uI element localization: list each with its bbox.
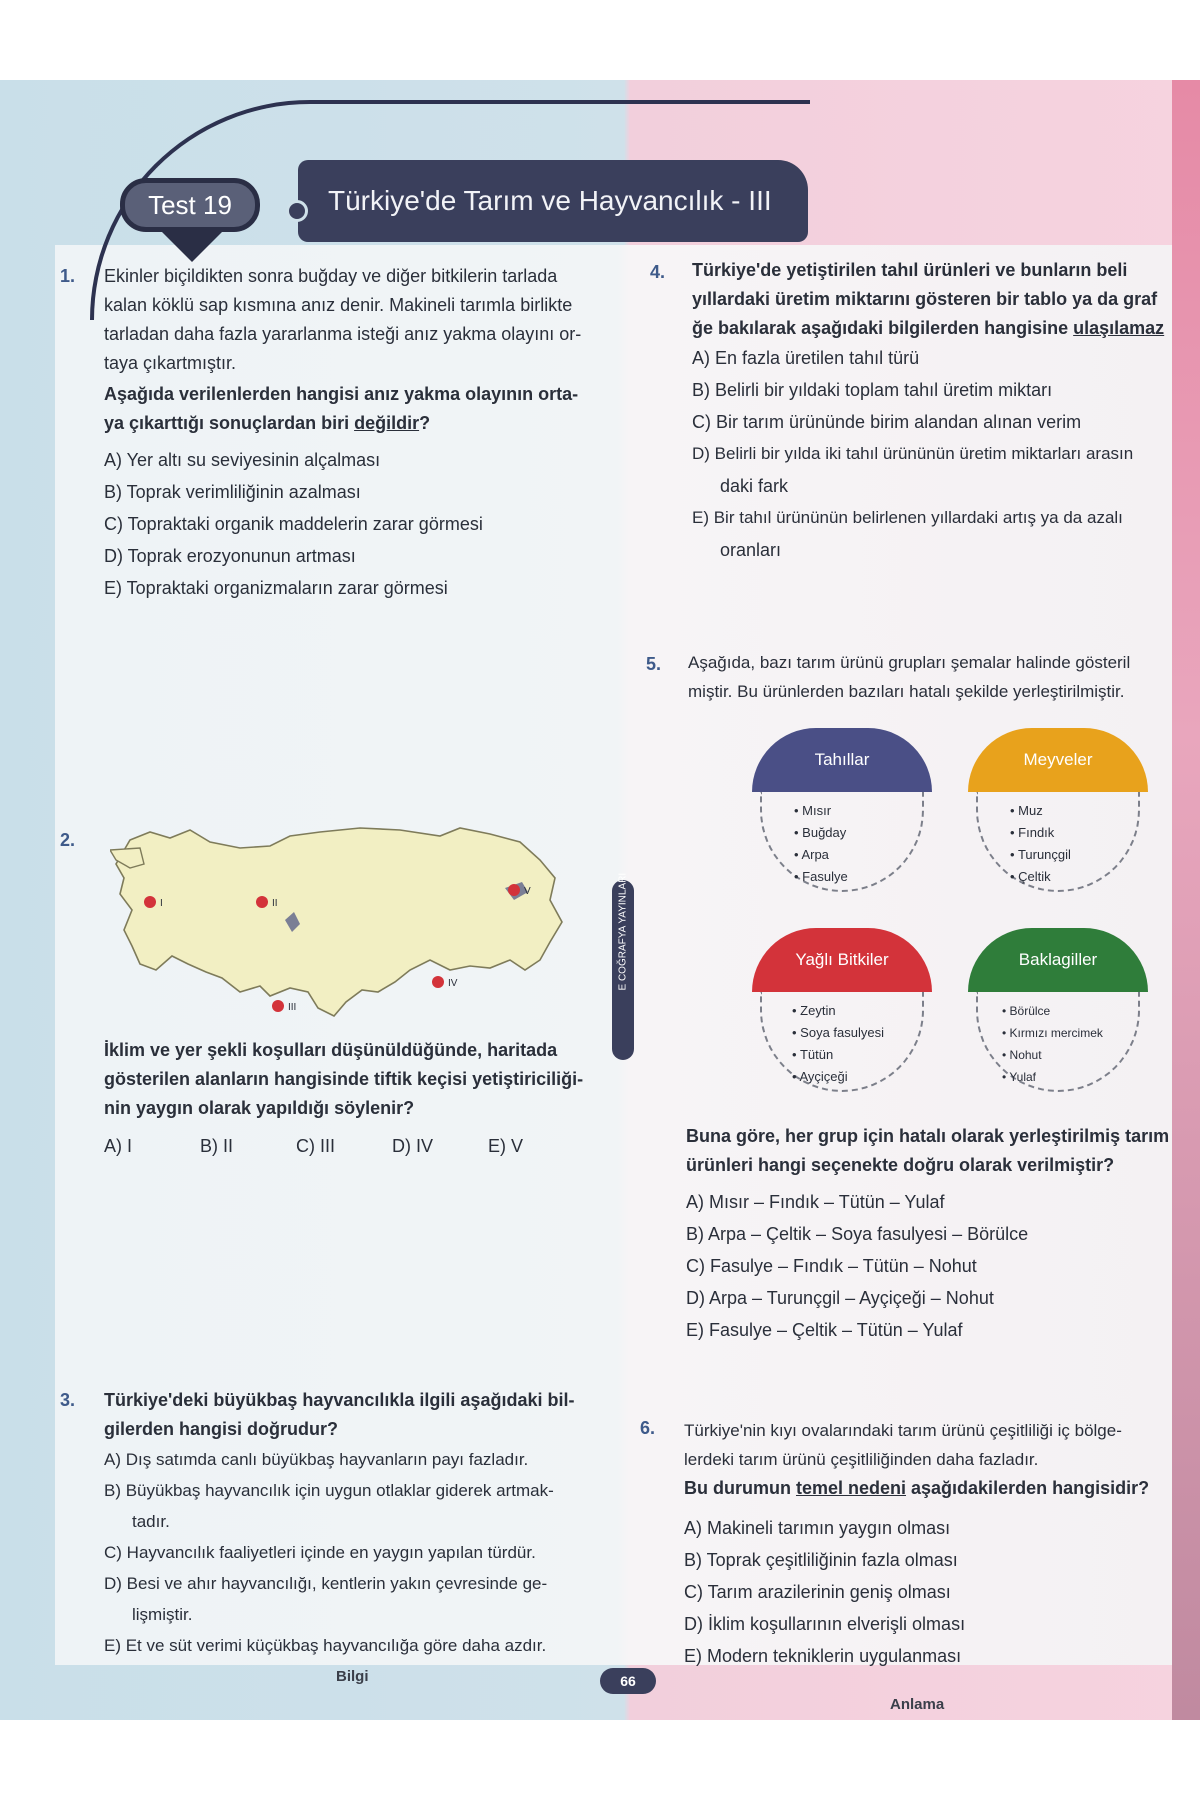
q5-option-e[interactable]: E) Fasulye – Çeltik – Tütün – Yulaf bbox=[686, 1320, 963, 1340]
group-item: • Ayçiçeği bbox=[792, 1066, 884, 1088]
group-item: • Mısır bbox=[794, 800, 848, 822]
map-point-iii bbox=[272, 1000, 284, 1012]
group-item: • Soya fasulyesi bbox=[792, 1022, 884, 1044]
q5-option-a[interactable]: A) Mısır – Fındık – Tütün – Yulaf bbox=[686, 1192, 945, 1212]
q5-options bbox=[686, 1186, 1028, 1346]
group-item: • Fasulye bbox=[794, 866, 848, 888]
group-item: • Turunçgil bbox=[1010, 844, 1071, 866]
q4-stem bbox=[692, 256, 1172, 343]
group-item: • Muz bbox=[1010, 800, 1071, 822]
q3-option-b-cont: tadır. bbox=[132, 1512, 170, 1531]
q3-stem-line: gilerden hangisi doğrudur? bbox=[104, 1419, 338, 1439]
map-label-ii: II bbox=[272, 898, 278, 909]
group-item: • Çeltik bbox=[1010, 866, 1071, 888]
group-item: • Fındık bbox=[1010, 822, 1071, 844]
group-items bbox=[794, 800, 848, 888]
q2-stem-line: İklim ve yer şekli koşulları düşünüldüğünde, haritada bbox=[104, 1040, 558, 1060]
q2-option-e[interactable]: E) V bbox=[488, 1136, 524, 1156]
q1-line: Ekinler biçildikten sonra buğday ve diğer bitkilerin tarlada bbox=[104, 266, 558, 286]
q4-option-d-cont: daki fark bbox=[720, 476, 789, 496]
q6-skill-tag: Anlama bbox=[890, 1696, 945, 1713]
q6-option-b[interactable]: B) Toprak çeşitliliğinin fazla olması bbox=[684, 1550, 958, 1570]
q6-option-d[interactable]: D) İklim koşullarının elverişli olması bbox=[684, 1614, 966, 1634]
group-title: Baklagiller bbox=[968, 928, 1148, 992]
q6-options bbox=[684, 1512, 965, 1672]
q1-options bbox=[104, 444, 483, 604]
q2-number: 2. bbox=[60, 830, 76, 850]
badge-pointer bbox=[160, 230, 224, 262]
q2-stem-line: gösterilen alanların hangisinde tiftik keçisi yetiştiriciliği- bbox=[104, 1069, 584, 1089]
q3-option-e[interactable]: E) Et ve süt verimi küçükbaş hayvancılığa göre daha azdır. bbox=[104, 1636, 547, 1655]
q4-option-c[interactable]: C) Bir tarım ürününde birim alandan alınan verim bbox=[692, 412, 1082, 432]
q2-options bbox=[104, 1136, 584, 1157]
group-items bbox=[1010, 800, 1071, 888]
q4-option-e[interactable]: E) Bir tahıl ürününün belirlenen yıllardaki artış ya da azalı bbox=[692, 508, 1123, 527]
map-label-i: I bbox=[160, 898, 163, 909]
q6-stem: Bu durumun temel nedeni aşağıdakilerden hangisidir? bbox=[684, 1478, 1150, 1498]
q2-option-b[interactable]: B) II bbox=[200, 1136, 234, 1156]
q3-stem-line: Türkiye'deki büyükbaş hayvancılıkla ilgili aşağıdaki bil- bbox=[104, 1390, 575, 1410]
q3-options bbox=[104, 1444, 554, 1661]
group-title: Yağlı Bitkiler bbox=[752, 928, 932, 992]
q2-stem bbox=[104, 1036, 614, 1123]
page-number: 66 bbox=[600, 1668, 656, 1694]
q6-option-a[interactable]: A) Makineli tarımın yaygın olması bbox=[684, 1518, 951, 1538]
q3-option-c[interactable]: C) Hayvancılık faaliyetleri içinde en yaygın yapılan türdür. bbox=[104, 1543, 536, 1562]
q5-option-d[interactable]: D) Arpa – Turunçgil – Ayçiçeği – Nohut bbox=[686, 1288, 994, 1308]
group-tahillar bbox=[752, 728, 932, 898]
q2-stem-line: nin yaygın olarak yapıldığı söylenir? bbox=[104, 1098, 415, 1118]
q1-option-a[interactable]: A) Yer altı su seviyesinin alçalması bbox=[104, 450, 381, 470]
test-badge: Test 19 bbox=[120, 178, 260, 232]
group-item: • Tütün bbox=[792, 1044, 884, 1066]
page-title: Türkiye'de Tarım ve Hayvancılık - III bbox=[298, 160, 808, 242]
map-point-v bbox=[508, 884, 520, 896]
q5-option-b[interactable]: B) Arpa – Çeltik – Soya fasulyesi – Börülce bbox=[686, 1224, 1029, 1244]
map-point-iv bbox=[432, 976, 444, 988]
group-title: Meyveler bbox=[968, 728, 1148, 792]
turkey-outline bbox=[116, 828, 562, 1016]
q5-line: Aşağıda, bazı tarım ürünü grupları şemalar halinde gösteril bbox=[688, 653, 1131, 672]
q3-option-a[interactable]: A) Dış satımda canlı büyükbaş hayvanların payı fazladır. bbox=[104, 1450, 529, 1469]
q5-line: miştir. Bu ürünlerden bazıları hatalı şekilde yerleştirilmiştir. bbox=[688, 682, 1125, 701]
group-item: • Yulaf bbox=[1002, 1066, 1103, 1088]
q6-line: Türkiye'nin kıyı ovalarındaki tarım ürünü çeşitliliği iç bölge- bbox=[684, 1421, 1122, 1440]
group-items bbox=[1002, 1000, 1103, 1088]
publisher-label bbox=[618, 941, 629, 991]
turkey-map-svg bbox=[110, 820, 570, 1030]
q3-option-d[interactable]: D) Besi ve ahır hayvancılığı, kentlerin yakın çevresinde ge- bbox=[104, 1574, 548, 1593]
q4-stem-line: yıllardaki üretim miktarını gösteren bir tablo ya da graf bbox=[692, 289, 1158, 309]
group-item: • Börülce bbox=[1002, 1000, 1103, 1022]
q1-option-c[interactable]: C) Topraktaki organik maddelerin zarar görmesi bbox=[104, 514, 483, 534]
q6-option-c[interactable]: C) Tarım arazilerinin geniş olması bbox=[684, 1582, 951, 1602]
q3-stem bbox=[104, 1386, 614, 1444]
q4-number: 4. bbox=[650, 262, 666, 282]
group-meyveler bbox=[968, 728, 1148, 898]
group-item: • Nohut bbox=[1002, 1044, 1103, 1066]
group-item: • Kırmızı mercimek bbox=[1002, 1022, 1103, 1044]
group-title: Tahıllar bbox=[752, 728, 932, 792]
q3-number: 3. bbox=[60, 1390, 76, 1410]
map-point-ii bbox=[256, 896, 268, 908]
q3-option-b[interactable]: B) Büyükbaş hayvancılık için uygun otlaklar giderek artmak- bbox=[104, 1481, 554, 1500]
q5-stem-line: ürünleri hangi seçenekte doğru olarak verilmiştir? bbox=[686, 1155, 1115, 1175]
group-item: • Zeytin bbox=[792, 1000, 884, 1022]
q1-line: kalan köklü sap kısmına anız denir. Makineli tarımla birlikte bbox=[104, 295, 573, 315]
q6-number: 6. bbox=[640, 1418, 656, 1438]
group-items bbox=[792, 1000, 884, 1088]
q4-option-d[interactable]: D) Belirli bir yılda iki tahıl ürününün üretim miktarları arasın bbox=[692, 444, 1134, 463]
next-page-edge bbox=[1172, 80, 1200, 1720]
group-baklagiller bbox=[968, 928, 1148, 1098]
q6-option-e[interactable]: E) Modern tekniklerin uygulanması bbox=[684, 1646, 962, 1666]
group-item: • Buğday bbox=[794, 822, 848, 844]
q5-stem-line: Buna göre, her grup için hatalı olarak yerleştirilmiş tarım bbox=[686, 1126, 1170, 1146]
q1-passage bbox=[104, 262, 614, 378]
q4-option-e-cont: oranları bbox=[720, 540, 782, 560]
q5-number: 5. bbox=[646, 654, 662, 674]
group-yagli-bitkiler bbox=[752, 928, 932, 1098]
q2-option-d[interactable]: D) IV bbox=[392, 1136, 434, 1156]
q1-option-b[interactable]: B) Toprak verimliliğinin azalması bbox=[104, 482, 361, 502]
q3-option-d-cont: lişmiştir. bbox=[132, 1605, 193, 1624]
q5-option-c[interactable]: C) Fasulye – Fındık – Tütün – Nohut bbox=[686, 1256, 977, 1276]
map-label-iv: IV bbox=[448, 978, 458, 989]
q1-line: tarladan daha fazla yararlanma isteği anız yakma olayını or- bbox=[104, 324, 582, 344]
q4-stem-line: ğe bakılarak aşağıdaki bilgilerden hangisine ulaşılamaz bbox=[692, 318, 1165, 338]
q1-option-e[interactable]: E) Topraktaki organizmaların zarar görmesi bbox=[104, 578, 448, 598]
q5-passage bbox=[688, 648, 1172, 706]
q1-stem bbox=[104, 380, 614, 438]
q4-stem-line: Türkiye'de yetiştirilen tahıl ürünleri ve bunların beli bbox=[692, 260, 1128, 280]
q1-number: 1. bbox=[60, 266, 76, 286]
turkey-map bbox=[110, 820, 570, 1030]
q4-option-a[interactable]: A) En fazla üretilen tahıl türü bbox=[692, 348, 920, 368]
q6-line: lerdeki tarım ürünü çeşitliliğinden daha fazladır. bbox=[684, 1450, 1039, 1469]
q3-skill-tag: Bilgi bbox=[336, 1668, 369, 1685]
map-point-i bbox=[144, 896, 156, 908]
q1-stem-line: ya çıkarttığı sonuçlardan biri değildir? bbox=[104, 413, 431, 433]
map-label-v: V bbox=[524, 886, 531, 897]
q2-option-c[interactable]: C) III bbox=[296, 1136, 335, 1156]
q1-line: taya çıkartmıştır. bbox=[104, 353, 237, 373]
q1-stem-line: Aşağıda verilenlerden hangisi anız yakma olayının orta- bbox=[104, 384, 579, 404]
q2-option-a[interactable]: A) I bbox=[104, 1136, 133, 1156]
q5-stem bbox=[686, 1122, 1170, 1180]
title-dot bbox=[286, 200, 308, 222]
q4-options bbox=[692, 342, 1133, 566]
group-item: • Arpa bbox=[794, 844, 848, 866]
q4-option-b[interactable]: B) Belirli bir yıldaki toplam tahıl üretim miktarı bbox=[692, 380, 1053, 400]
q6-passage bbox=[684, 1416, 1170, 1474]
thrace-outline bbox=[110, 848, 144, 868]
q1-option-d[interactable]: D) Toprak erozyonunun artması bbox=[104, 546, 356, 566]
map-label-iii: III bbox=[288, 1002, 297, 1013]
